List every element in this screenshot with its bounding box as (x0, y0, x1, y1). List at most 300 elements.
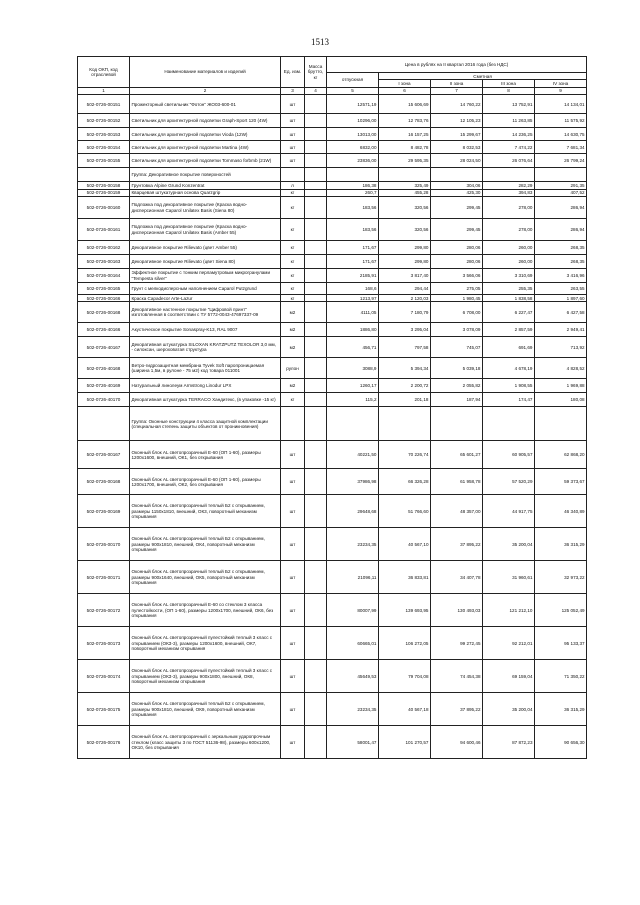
price-zone1-cell: 16 157,25 (379, 128, 431, 141)
code-cell: 502-0726-40170 (78, 393, 130, 407)
mass-cell (305, 561, 327, 594)
name-cell: Оконный блок AL светопрозрачный пулестойкий теплый 3 класс с открыванием (ОКЗ-3), размеры 1200x1600, внешний, ОК7, поворотный механизм открывания (130, 627, 281, 660)
price-zone1-cell: 5 394,34 (379, 358, 431, 379)
code-cell: 502-0726-00152 (78, 114, 130, 128)
code-cell: 502-0726-00166 (78, 295, 130, 302)
name-cell: Оконный блок AL светопрозрачный теплый Б2 с открыванием, размеры 900x1810, внешний, ОК4, поворотный механизм открывания (130, 528, 281, 561)
group-code-cell (78, 407, 130, 441)
price-zone4-cell: 268,35 (535, 255, 587, 269)
mass-cell (305, 660, 327, 693)
col-number: 6 (379, 87, 431, 94)
price-zone1-cell: 51 766,60 (379, 495, 431, 528)
name-cell: Оконный блок AL светопрозрачный Е-60 (ОП 1-60), размеры 1200x1700, внешний, ОК2, без открывания (130, 469, 281, 495)
price-zone1-cell: 12 783,76 (379, 114, 431, 128)
price-zone2-cell: 61 958,78 (431, 469, 483, 495)
code-cell: 502-0726-00153 (78, 128, 130, 141)
price-zone4-cell: 62 868,20 (535, 441, 587, 469)
price-zone3-cell: 60 905,57 (483, 441, 535, 469)
price-zone3-cell: 691,69 (483, 337, 535, 358)
price-zone1-cell: 7 180,79 (379, 302, 431, 323)
price-zone2-cell: 65 601,27 (431, 441, 483, 469)
price-release-cell: 186,38 (327, 182, 379, 189)
mass-cell (305, 441, 327, 469)
price-zone4-cell: 7 681,34 (535, 141, 587, 154)
table-row (78, 594, 587, 627)
header-release: отпускная (327, 73, 379, 88)
table-body (78, 95, 587, 759)
unit-cell: м2 (281, 323, 305, 337)
name-cell: Декоративное покрытие Rilievato (цвет Siena 80) (130, 255, 281, 269)
table-row (78, 495, 587, 528)
price-zone2-cell: 99 272,45 (431, 627, 483, 660)
price-release-cell: 1886,80 (327, 323, 379, 337)
unit-cell: м2 (281, 337, 305, 358)
price-release-cell: 1213,97 (327, 295, 379, 302)
price-zone1-cell: 106 272,05 (379, 627, 431, 660)
group-price-cell (483, 168, 535, 182)
group-price-cell (431, 407, 483, 441)
price-zone4-cell: 14 134,01 (535, 95, 587, 114)
price-zone1-cell: 101 270,57 (379, 726, 431, 759)
code-cell: 502-0726-40169 (78, 379, 130, 393)
price-zone3-cell: 278,00 (483, 197, 535, 219)
price-zone4-cell: 407,52 (535, 189, 587, 196)
name-cell: Оконный блок AL светопрозрачный с зеркальным ударопрочным стеклом (класс защиты 3 по ГОСТ 51136-98), размеры 600x1200, ОК10, без открывания (130, 726, 281, 759)
table-row (78, 182, 587, 189)
price-zone1-cell: 36 833,81 (379, 561, 431, 594)
price-zone2-cell: 8 032,53 (431, 141, 483, 154)
group-price-cell (431, 168, 483, 182)
table-row (78, 255, 587, 269)
price-zone1-cell: 40 567,18 (379, 693, 431, 726)
name-cell: Натуральный линолеум Armstrong Linodur LPX (130, 379, 281, 393)
name-cell: Краска Capadecor Arte-Lazur (130, 295, 281, 302)
price-zone4-cell: 291,35 (535, 182, 587, 189)
price-zone2-cell: 3 566,06 (431, 269, 483, 283)
code-cell: 502-0726-00154 (78, 141, 130, 154)
mass-cell (305, 358, 327, 379)
code-cell: 502-0726-00172 (78, 594, 130, 627)
price-zone3-cell: 92 212,01 (483, 627, 535, 660)
price-zone1-cell: 139 693,95 (379, 594, 431, 627)
price-zone4-cell: 90 656,30 (535, 726, 587, 759)
header-zone1: I зона (379, 80, 431, 87)
code-cell: 502-0726-00173 (78, 627, 130, 660)
unit-cell: шт (281, 627, 305, 660)
group-price-cell (535, 168, 587, 182)
unit-cell: шт (281, 114, 305, 128)
price-zone3-cell: 87 872,23 (483, 726, 535, 759)
price-zone2-cell: 15 299,67 (431, 128, 483, 141)
unit-cell: шт (281, 693, 305, 726)
name-cell: Оконный блок AL светопрозрачный Е-60 (ОП 1-60), размеры 1200x1600, внешний, ОК1, без открывания (130, 441, 281, 469)
price-zone4-cell: 268,35 (535, 241, 587, 255)
mass-cell (305, 393, 327, 407)
price-zone2-cell: 6 708,00 (431, 302, 483, 323)
mass-cell (305, 495, 327, 528)
mass-cell (305, 197, 327, 219)
unit-cell: м2 (281, 302, 305, 323)
code-cell: 502-0726-00174 (78, 660, 130, 693)
name-cell: Декоративная штукатурка SILOXAN KRATZPUTZ TEXOLOR 3,0 мм, - силоксан, шероховатая структура (130, 337, 281, 358)
header-name: Наименование материалов и изделий (130, 57, 281, 88)
price-zone1-cell: 2 120,03 (379, 295, 431, 302)
header-zone3: III зона (483, 80, 535, 87)
unit-cell: шт (281, 495, 305, 528)
unit-cell: кг (281, 219, 305, 241)
price-zone3-cell: 35 200,04 (483, 693, 535, 726)
price-zone3-cell: 57 520,29 (483, 469, 535, 495)
table-row (78, 302, 587, 323)
price-zone1-cell: 8 482,78 (379, 141, 431, 154)
table-row (78, 95, 587, 114)
unit-cell: шт (281, 469, 305, 495)
mass-cell (305, 255, 327, 269)
code-cell: 502-0726-00165 (78, 283, 130, 295)
mass-cell (305, 337, 327, 358)
mass-cell (305, 323, 327, 337)
column-number-row (78, 87, 587, 94)
price-zone1-cell: 299,80 (379, 241, 431, 255)
price-zone3-cell: 174,47 (483, 393, 535, 407)
table-row (78, 241, 587, 255)
code-cell: 502-0726-00158 (78, 182, 130, 189)
price-zone4-cell: 180,08 (535, 393, 587, 407)
price-release-cell: 260,7 (327, 189, 379, 196)
price-zone2-cell: 74 454,38 (431, 660, 483, 693)
name-cell: Эффектное покрытие с тонким перламутровым микрогранулами "Tempesta silver" (130, 269, 281, 283)
unit-cell: шт (281, 594, 305, 627)
mass-cell (305, 594, 327, 627)
price-zone4-cell: 14 630,75 (535, 128, 587, 141)
unit-cell: кг (281, 197, 305, 219)
code-cell: 502-0726-00169 (78, 495, 130, 528)
name-cell: Декоративная штукатурка TERRACO Хандитекс, (в упаковке -15 кг) (130, 393, 281, 407)
mass-cell (305, 141, 327, 154)
price-zone3-cell: 11 263,85 (483, 114, 535, 128)
price-zone4-cell: 36 315,29 (535, 528, 587, 561)
unit-cell: кг (281, 393, 305, 407)
price-zone3-cell: 13 752,91 (483, 95, 535, 114)
table-row (78, 295, 587, 302)
price-zone1-cell: 40 567,10 (379, 528, 431, 561)
price-zone1-cell: 320,56 (379, 219, 431, 241)
code-cell: 502-0726-00170 (78, 528, 130, 561)
price-zone4-cell: 4 828,52 (535, 358, 587, 379)
price-zone3-cell: 121 212,10 (483, 594, 535, 627)
table-row (78, 379, 587, 393)
name-cell: Оконный блок AL светопрозрачный теплый Б2 с открыванием, размеры 900x1810, внешний, ОК9, поворотный механизм открывания (130, 693, 281, 726)
group-price-cell (379, 168, 431, 182)
col-number: 4 (305, 87, 327, 94)
price-zone3-cell: 2 857,59 (483, 323, 535, 337)
price-release-cell: 40221,50 (327, 441, 379, 469)
price-zone2-cell: 299,45 (431, 219, 483, 241)
unit-cell: шт (281, 528, 305, 561)
unit-cell: рулон (281, 358, 305, 379)
name-cell: Декоративное настенное покрытие "Цифровой принт" изготовленная в соответствии с ТУ 5772-0043-47697337-09 (130, 302, 281, 323)
price-release-cell: 10296,00 (327, 114, 379, 128)
price-release-cell: 23234,35 (327, 528, 379, 561)
table-row (78, 323, 587, 337)
code-cell: 502-0726-40166 (78, 323, 130, 337)
price-zone2-cell: 12 105,23 (431, 114, 483, 128)
price-zone2-cell: 2 055,82 (431, 379, 483, 393)
group-unit-cell (281, 168, 305, 182)
name-cell: Светильник для архитектурной подсветки Vioda (12W) (130, 128, 281, 141)
group-price-cell (535, 407, 587, 441)
price-zone2-cell: 37 895,22 (431, 528, 483, 561)
header-price-title: Цена в рублях на II квартал 2016 года (без НДС) (327, 57, 587, 73)
name-cell: Светильник для архитектурной подсветки Martina (4W) (130, 141, 281, 154)
price-release-cell: 60665,01 (327, 627, 379, 660)
table-row (78, 393, 587, 407)
group-price-cell (379, 407, 431, 441)
name-cell: Прожекторный светильник "Фотон" ЖО03-600-01 (130, 95, 281, 114)
price-zone2-cell: 280,06 (431, 241, 483, 255)
name-cell: Светильник для архитектурной подсветки Tommaso forbmb (21W) (130, 154, 281, 168)
mass-cell (305, 283, 327, 295)
price-release-cell: 168,6 (327, 283, 379, 295)
group-name-cell: Группа: Оконные конструкции 4 класса защитной комплектации (специальная степень защиты объектов от проникновения) (130, 407, 281, 441)
price-zone3-cell: 7 474,22 (483, 141, 535, 154)
unit-cell: м2 (281, 379, 305, 393)
price-zone2-cell: 14 760,22 (431, 95, 483, 114)
col-number: 2 (130, 87, 281, 94)
group-price-cell (483, 407, 535, 441)
price-zone1-cell: 2 200,72 (379, 379, 431, 393)
group-row (78, 407, 587, 441)
price-zone3-cell: 1 838,58 (483, 295, 535, 302)
price-zone1-cell: 455,28 (379, 189, 431, 196)
table-row (78, 528, 587, 561)
name-cell: Подложка под декоративное покрытие (Краска водно-дисперсионная Caparol Unilatex Basis (Amber 55) (130, 219, 281, 241)
header-estimated: Сметная (379, 73, 587, 80)
price-zone1-cell: 299,80 (379, 255, 431, 269)
unit-cell: кг (281, 283, 305, 295)
code-cell: 502-0726-00168 (78, 302, 130, 323)
code-cell: 502-0726-40168 (78, 358, 130, 379)
price-zone4-cell: 263,55 (535, 283, 587, 295)
price-zone4-cell: 6 427,58 (535, 302, 587, 323)
price-zone1-cell: 3 295,04 (379, 323, 431, 337)
mass-cell (305, 302, 327, 323)
table-row (78, 660, 587, 693)
page-number: 1513 (311, 37, 329, 47)
name-cell: Оконный блок AL светопрозрачный Е-60 со стеклом 3 класса пулестойкости, (ОП 1-60), размеры 1200x1700, внешний, ОК6, без открывания (130, 594, 281, 627)
table-row (78, 283, 587, 295)
name-cell: Кварцевая штукатурная основа Quarzgrip (130, 189, 281, 196)
table-row (78, 561, 587, 594)
table-row (78, 693, 587, 726)
price-zone1-cell: 325,49 (379, 182, 431, 189)
code-cell: 502-0726-00160 (78, 197, 130, 219)
code-cell: 502-0726-00162 (78, 241, 130, 255)
price-zone2-cell: 130 493,03 (431, 594, 483, 627)
price-zone1-cell: 294,44 (379, 283, 431, 295)
mass-cell (305, 95, 327, 114)
price-zone3-cell: 14 236,25 (483, 128, 535, 141)
unit-cell: кг (281, 189, 305, 196)
price-release-cell: 45649,53 (327, 660, 379, 693)
mass-cell (305, 128, 327, 141)
table-row (78, 358, 587, 379)
price-zone4-cell: 46 340,89 (535, 495, 587, 528)
price-release-cell: 12571,19 (327, 95, 379, 114)
mass-cell (305, 726, 327, 759)
price-zone4-cell: 713,92 (535, 337, 587, 358)
unit-cell: шт (281, 441, 305, 469)
unit-cell: кг (281, 269, 305, 283)
price-zone4-cell: 95 133,37 (535, 627, 587, 660)
table-row (78, 114, 587, 128)
name-cell: Декоративное покрытие Rilievato (цвет Amber 55) (130, 241, 281, 255)
unit-cell: кг (281, 255, 305, 269)
header-unit: Ед. изм. (281, 57, 305, 88)
group-price-cell (327, 168, 379, 182)
price-release-cell: 3088,9 (327, 358, 379, 379)
table-row (78, 441, 587, 469)
unit-cell: шт (281, 561, 305, 594)
col-number: 1 (78, 87, 130, 94)
mass-cell (305, 241, 327, 255)
price-zone3-cell: 394,83 (483, 189, 535, 196)
col-number: 7 (431, 87, 483, 94)
price-zone1-cell: 66 326,28 (379, 469, 431, 495)
code-cell: 502-0726-00171 (78, 561, 130, 594)
header-zone2: II зона (431, 80, 483, 87)
unit-cell: шт (281, 128, 305, 141)
code-cell: 502-0726-40167 (78, 337, 130, 358)
price-zone3-cell: 4 678,19 (483, 358, 535, 379)
price-zone4-cell: 2 949,41 (535, 323, 587, 337)
price-release-cell: 115,2 (327, 393, 379, 407)
price-zone1-cell: 320,56 (379, 197, 431, 219)
price-zone3-cell: 1 908,55 (483, 379, 535, 393)
price-zone2-cell: 187,94 (431, 393, 483, 407)
price-release-cell: 183,56 (327, 197, 379, 219)
price-zone4-cell: 32 973,22 (535, 561, 587, 594)
price-release-cell: 23234,35 (327, 693, 379, 726)
group-row (78, 168, 587, 182)
unit-cell: кг (281, 241, 305, 255)
header-code: Код ОКП, код отраслевой (78, 57, 130, 88)
price-zone2-cell: 94 600,46 (431, 726, 483, 759)
price-zone3-cell: 31 960,61 (483, 561, 535, 594)
price-zone3-cell: 278,00 (483, 219, 535, 241)
mass-cell (305, 154, 327, 168)
table-row (78, 337, 587, 358)
price-zone3-cell: 260,00 (483, 255, 535, 269)
unit-cell: кг (281, 295, 305, 302)
mass-cell (305, 269, 327, 283)
price-zone4-cell: 1 969,88 (535, 379, 587, 393)
price-zone2-cell: 275,05 (431, 283, 483, 295)
mass-cell (305, 114, 327, 128)
price-zone3-cell: 282,29 (483, 182, 535, 189)
price-zone3-cell: 26 076,64 (483, 154, 535, 168)
mass-cell (305, 528, 327, 561)
name-cell: Ветро-гидрозащитная мембрана Tyvek Soft паропроницаемая (ширина 1,5м, в рулоне - 75 м2) код товара 011001 (130, 358, 281, 379)
price-zone2-cell: 280,06 (431, 255, 483, 269)
group-unit-cell (281, 407, 305, 441)
header-zone4: IV зона (535, 80, 587, 87)
price-release-cell: 6832,00 (327, 141, 379, 154)
code-cell: 502-0726-00151 (78, 95, 130, 114)
price-release-cell: 171,67 (327, 241, 379, 255)
col-number: 8 (483, 87, 535, 94)
group-name-cell: Группа: Декоративное покрытие поверхностей (130, 168, 281, 182)
price-zone2-cell: 304,06 (431, 182, 483, 189)
price-zone1-cell: 3 817,40 (379, 269, 431, 283)
price-zone2-cell: 5 039,18 (431, 358, 483, 379)
mass-cell (305, 182, 327, 189)
price-zone1-cell: 797,58 (379, 337, 431, 358)
table-row (78, 154, 587, 168)
name-cell: Грунт с мелкодисперсным наполнением Caparol Putzgrund (130, 283, 281, 295)
price-table (77, 56, 587, 759)
price-zone3-cell: 260,00 (483, 241, 535, 255)
code-cell: 502-0726-00155 (78, 154, 130, 168)
price-zone2-cell: 34 407,78 (431, 561, 483, 594)
price-release-cell: 37986,98 (327, 469, 379, 495)
price-release-cell: 171,67 (327, 255, 379, 269)
mass-cell (305, 693, 327, 726)
table-row (78, 469, 587, 495)
unit-cell: шт (281, 660, 305, 693)
price-release-cell: 2185,91 (327, 269, 379, 283)
price-zone4-cell: 286,94 (535, 219, 587, 241)
name-cell: Подложка под декоративное покрытие (Краска водно-дисперсионная Caparol Unilatex Basis (Siena 80) (130, 197, 281, 219)
price-zone4-cell: 125 052,49 (535, 594, 587, 627)
code-cell: 502-0726-00163 (78, 255, 130, 269)
table-row (78, 219, 587, 241)
price-zone4-cell: 286,94 (535, 197, 587, 219)
col-number: 9 (535, 87, 587, 94)
price-zone1-cell: 29 595,35 (379, 154, 431, 168)
price-zone2-cell: 28 024,50 (431, 154, 483, 168)
price-zone2-cell: 3 078,09 (431, 323, 483, 337)
price-zone4-cell: 11 575,92 (535, 114, 587, 128)
table-row (78, 627, 587, 660)
price-zone4-cell: 71 350,22 (535, 660, 587, 693)
price-release-cell: 80007,99 (327, 594, 379, 627)
mass-cell (305, 627, 327, 660)
unit-cell: шт (281, 141, 305, 154)
table-row (78, 141, 587, 154)
mass-cell (305, 219, 327, 241)
code-cell: 502-0726-00159 (78, 189, 130, 196)
price-zone4-cell: 59 373,67 (535, 469, 587, 495)
price-release-cell: 1260,17 (327, 379, 379, 393)
price-zone3-cell: 3 310,69 (483, 269, 535, 283)
price-zone3-cell: 44 917,75 (483, 495, 535, 528)
name-cell: Оконный блок AL светопрозрачный пулестойкий теплый 3 класс с открыванием (ОКЗ-3), размеры 900x1800, внешний, ОК8, поворотный механизм открывания (130, 660, 281, 693)
unit-cell: шт (281, 95, 305, 114)
table-row (78, 726, 587, 759)
code-cell: 502-0726-00161 (78, 219, 130, 241)
price-zone4-cell: 36 315,29 (535, 693, 587, 726)
mass-cell (305, 295, 327, 302)
price-zone3-cell: 35 200,04 (483, 528, 535, 561)
price-zone1-cell: 79 704,08 (379, 660, 431, 693)
name-cell: Оконный блок AL светопрозрачный теплый Б2 с открыванием, размеры 1150x1810, внешний, ОК3, поворотный механизм открывания (130, 495, 281, 528)
col-number: 3 (281, 87, 305, 94)
unit-cell: л (281, 182, 305, 189)
table-row (78, 128, 587, 141)
price-zone4-cell: 26 799,24 (535, 154, 587, 168)
group-mass-cell (305, 168, 327, 182)
